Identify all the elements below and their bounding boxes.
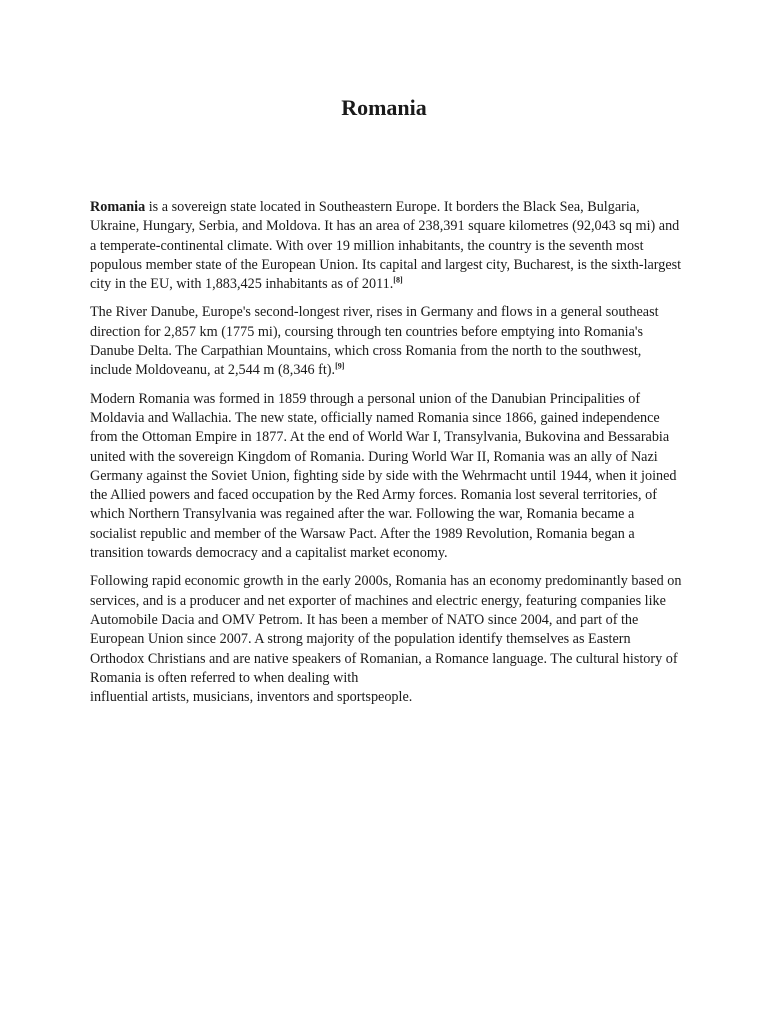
reference-link[interactable]: [8]: [393, 275, 403, 285]
paragraph-economy: [90, 572, 682, 707]
paragraph-history: [90, 390, 682, 564]
reference-link[interactable]: [9]: [335, 361, 345, 371]
paragraph-text: The River Danube, Europe's second-longest river, rises in Germany and flows in a general southeast direction for 2,857 km (1775 mi), coursing through ten countries before emptying into Romania's Danube Delta. The Carpathian Mountains, which cross Romania from the north to the southwest, include Moldoveanu, at 2,544 m (8,346 ft).: [90, 304, 659, 379]
paragraph-intro: [90, 198, 682, 294]
paragraph-text: Modern Romania was formed in 1859 through a personal union of the Danubian Principalities of Moldavia and Wallachia. The new state, officially named Romania since 1866, gained independence from the Ottoman Empire in 1877. At the end of World War I, Transylvania, Bukovina and Bessarabia united with the sovereign Kingdom of Romania. During World War II, Romania was an ally of Nazi Germany against the Soviet Union, fighting side by side with the Wehrmacht until 1944, when it joined the Allied powers and faced occupation by the Red Army forces. Romania lost several territories, of which Northern Transylvania was regained after the war. Following the war, Romania became a socialist republic and member of the Warsaw Pact. After the 1989 Revolution, Romania began a transition towards democracy and a capitalist market economy.: [90, 390, 677, 562]
paragraph-tail: influential artists, musicians, inventors and sportspeople.: [90, 689, 413, 706]
article-body: [90, 198, 682, 716]
paragraph-geography: [90, 303, 682, 380]
page-title: Romania: [341, 95, 427, 120]
lead-term: Romania: [90, 199, 146, 215]
paragraph-text: is a sovereign state located in Southeastern Europe. It borders the Black Sea, Bulgaria, Ukraine, Hungary, Serbia, and Moldova. It has an area of 238,391 square kilometres (92,043 sq mi) and a temperate-continental climate. With over 19 million inhabitants, the country is the seventh most populous member state of the European Union. Its capital and largest city, Bucharest, is the sixth-largest city in the EU, with 1,883,425 inhabitants as of 2011.: [90, 199, 682, 293]
paragraph-text: Following rapid economic growth in the early 2000s, Romania has an economy predominantly based on services, and is a producer and net exporter of machines and electric energy, featuring companies like Automobile Dacia and OMV Petrom. It has been a member of NATO since 2004, and part of the European Union since 2007. A strong majority of the population identify themselves as Eastern Orthodox Christians and are native speakers of Romanian, a Romance language. The cultural history of Romania is often referred to when dealing with: [90, 573, 682, 686]
